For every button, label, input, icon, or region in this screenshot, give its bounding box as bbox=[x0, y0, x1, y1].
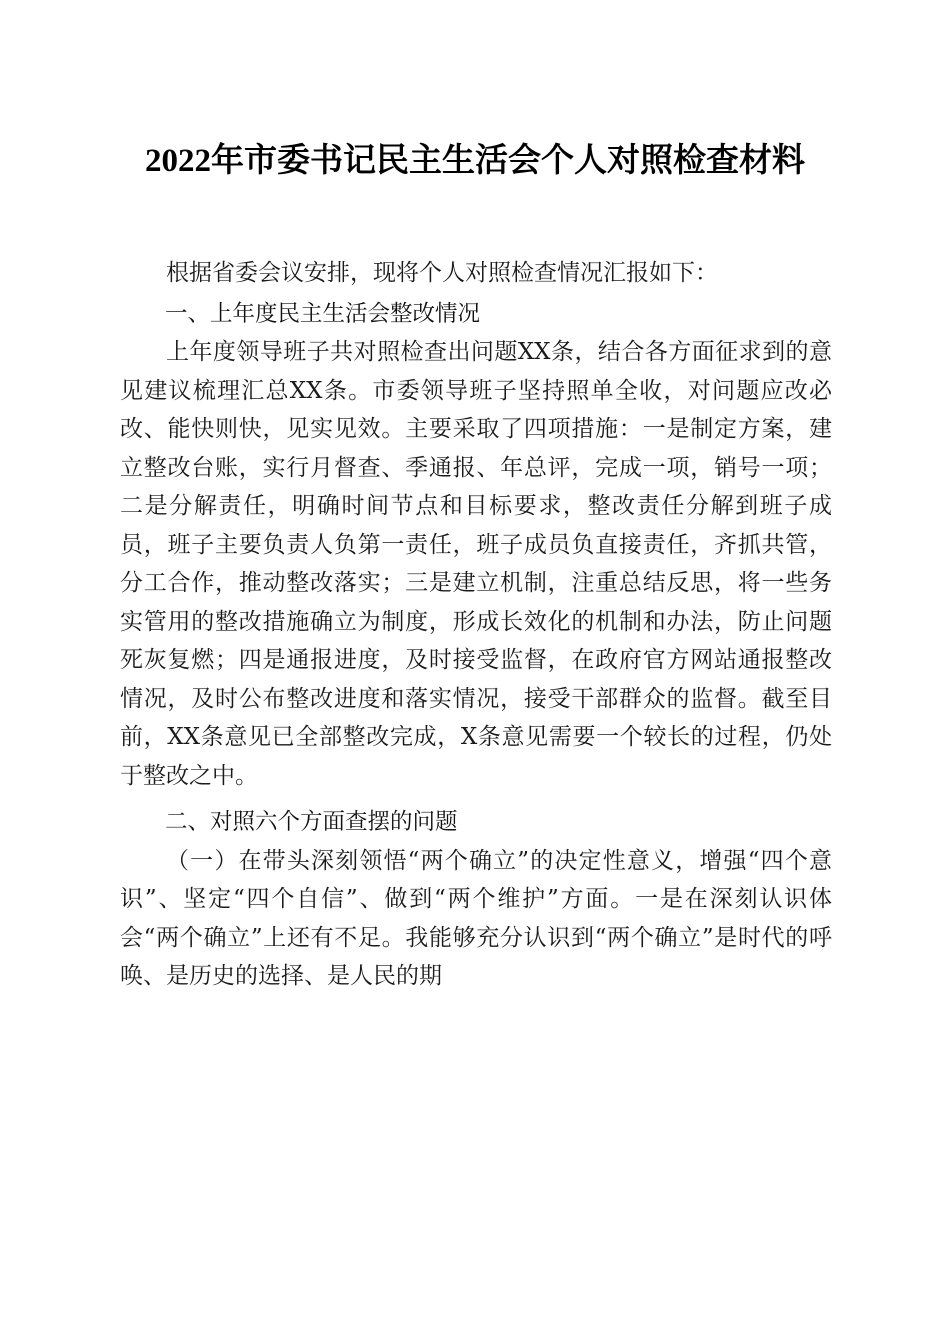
document-title: 2022年市委书记民主生活会个人对照检查材料 bbox=[145, 143, 805, 179]
document-body bbox=[120, 254, 832, 996]
section-1-heading: 一、上年度民主生活会整改情况 bbox=[165, 300, 481, 327]
intro-paragraph: 根据省委会议安排，现将个人对照检查情况汇报如下： bbox=[166, 260, 718, 286]
section-2-subsection-1-paragraph: （一）在带头深刻领悟“两个确立”的决定性意义，增强“四个意识”、坚定“四个自信”、做到“两个维护”方面。一是在深刻认识体会“两个确立”上还有不足。我能够充分认识到“两个确立”是时代的呼唤、是历史的选择、是人民的期 bbox=[120, 847, 832, 989]
section-1-paragraph: 上年度领导班子共对照检查出问题XX条，结合各方面征求到的意见建议梳理汇总XX条。市委领导班子坚持照单全收，对问题应改必改、能快则快，见实见效。主要采取了四项措施：一是制定方案，建立整改台账，实行月督查、季通报、年总评，完成一项，销号一项；二是分解责任，明确时间节点和目标要求，整改责任分解到班子成员，班子主要负责人负第一责任，班子成员负直接责任，齐抓共管，分工合作，推动整改落实；三是建立机制，注重总结反思，将一些务实管用的整改措施确立为制度，形成长效化的机制和办法，防止问题死灰复燃；四是通报进度，及时接受监督，在政府官方网站通报整改情况，及时公布整改进度和落实情况，接受干部群众的监督。截至目前，XX条意见已全部整改完成，X条意见需要一个较长的过程，仍处于整改之中。 bbox=[120, 339, 832, 789]
section-2-heading: 二、对照六个方面查摆的问题 bbox=[165, 809, 458, 835]
